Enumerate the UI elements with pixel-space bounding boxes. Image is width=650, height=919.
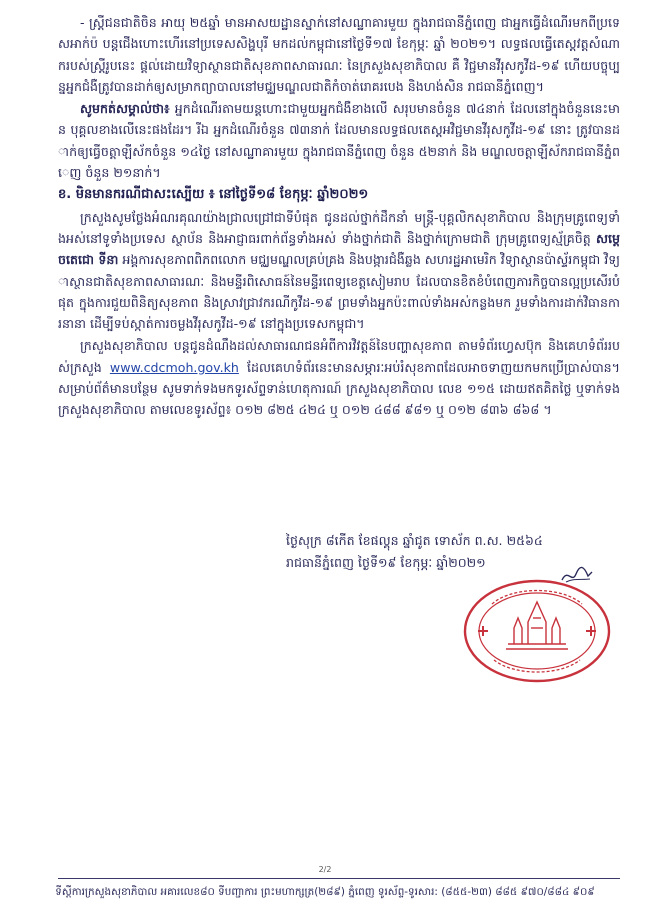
footer-divider (58, 878, 620, 879)
note-label: សូមកត់សម្គាល់ថា៖ (80, 101, 170, 117)
contact-text-b: ដែលគេហទំព័រនេះមានសម្ភារៈអប់រំសុខភាពដែលអាចទាញយកមកប្រើប្រាស់បាន។ សម្រាប់ព័ត៌មានបន្ថែម សូមទាក់ទងមកទូរស័ព្ទទាន់ហេតុការណ៍ ក្រសួងសុខាភិបាល លេខ ១១៥ ដោយឥតគិតថ្លៃ ឬទាក់ទងក្រសួងសុខាភិបាល តាមលេខទូរស័ព្ទ៖ ០១២ ៨២៥ ៤២៤ ឬ ០១២ ៤៨៨ ៩៨១ ឬ ០១២ ៨៣៦ ៨៦៨ ។ (58, 359, 620, 418)
lunar-date: ថ្ងៃសុក្រ ៨កើត ខែផល្គុន ឆ្នាំជូត ទោស័ក ព.ស. ២៥៦៤ (286, 533, 543, 548)
case-details-text: - ស្ត្រីជនជាតិចិន អាយុ ២៥ឆ្នាំ មានអាសយដ្ឋានស្នាក់នៅសណ្ឋាគារមួយ ក្នុងរាជធានីភ្នំពេញ ជាអ្នកធ្វើដំណើរមកពីប្រទេសអាក់ប៉ បន្តជើងហោះហើរនៅប្រទេសសិង្ហបុរី មកដល់កម្ពុជានៅថ្ងៃទី១៧ ខែកុម្ភៈ ឆ្នាំ ២០២១។ លទ្ធផលធ្វើតេស្តវត្តសំណាករបស់ស្ត្រីរូបនេះ ផ្តល់ដោយវិទ្យាស្ថានជាតិសុខភាពសាធារណៈ នៃក្រសួងសុខាភិបាល គឺ វិជ្ជមានវីរុសកូវីដ-១៩ ហើយបច្ចុប្បន្នអ្នកជំងឺត្រូវបានដាក់ឲ្យសម្រាកព្យាបាលនៅមជ្ឈមណ្ឌលជាតិកំចាត់រោគរបេង និងហង់សិន រាជធានីភ្នំពេញ។ (58, 15, 620, 94)
footer-address: ទីស្តីការក្រសួងសុខាភិបាល អគារលេខ៨០ ទីបញ្ជាការ ព្រះមហាក្សត្រ(២៨៩) ភ្នំពេញ ទូរស័ព្ទ-ទូរសារ: (៨៥៥-២៣) ៨៨៥ ៩៧០/៨៨៤ ៩០៩ (55, 886, 595, 898)
page-number: 2/2 (318, 865, 332, 874)
solar-date: រាជធានីភ្នំពេញ ថ្ងៃទី១៩ ខែកុម្ភៈ ឆ្នាំ២០២១ (286, 555, 486, 570)
passengers-note-text: អ្នកដំណើរតាមយន្តហោះជាមួយអ្នកជំងឺខាងលើ សរុបមានចំនួន ៧៤នាក់ ដែលនៅក្នុងចំនួននេះមាន បុគ្គលខាងលើនេះផងដែរ។ រីឯ អ្នកដំណើរចំនួន ៧៣នាក់ ដែលមានលទ្ធផលតេស្តអវិជ្ជមានវីរុសកូវីដ-១៩ នោះ ត្រូវបានដាក់ឲ្យធ្វើចត្តាឡីស័កចំនួន ១៤ថ្ងៃ នៅសណ្ឋាគារមួយ ក្នុងរាជធានីភ្នំពេញ ចំនួន ៥២នាក់ និង មណ្ឌលចត្តាឡីស័ករាជធានីភ្នំពេញ ចំនួន ២១នាក់។ (58, 101, 620, 181)
paragraph-case-details (58, 12, 620, 97)
section-heading-recoveries: ខ. មិនមានករណីជាសះស្បើយ ៖ នៅថ្ងៃទី១៨ ខែកុម្ភៈ ឆ្នាំ២០២១ (58, 187, 369, 203)
website-link[interactable]: www.cdcmoh.gov.kh (109, 359, 239, 375)
thanks-text-a: ក្រសួងសូមថ្លែងអំណរគុណយ៉ាងជ្រាលជ្រៅជាទីបំផុត ជូនដល់ថ្នាក់ដឹកនាំ មន្ត្រី-បុគ្គលិកសុខាភិបាល និងក្រុមគ្រូពេទ្យទាំងអស់នៅទូទាំងប្រទេស ស្ថាប័ន និងអាជ្ញាធរពាក់ព័ន្ធទាំងអស់ ទាំងថ្នាក់ជាតិ និងថ្នាក់ក្រោមជាតិ ក្រុមគ្រូពេទ្យស្ម័គ្រចិត្ត (58, 209, 620, 246)
thanks-text-b: អង្គការសុខភាពពិភពលោក មជ្ឈមណ្ឌលគ្រប់គ្រង និងបង្ការជំងឺឆ្លង សហរដ្ឋអាមេរិក វិទ្យាស្ថានប៉ាស្ទ័រកម្ពុជា វិទ្យាស្ថានជាតិសុខភាពសាធារណៈ និងមន្ទីរពិសោធន៍នៃមន្ទីរពេទ្យខេត្តសៀមរាប ដែលបានខិតខំបំពេញភារកិច្ចបានល្អប្រសើរបំផុត ក្នុងការជួយពិនិត្យសុខភាព និងស្រាវជ្រាវករណីកូវីដ-១៩ ព្រមទាំងអ្នកប៉ះពាល់ទាំងអស់កន្លងមក រួមទាំងការដាក់វិធានការនានា ដើម្បីទប់ស្កាត់ការចម្លងវីរុសកូវីដ-១៩ នៅក្នុងប្រទេសកម្ពុជា។ (58, 252, 621, 332)
contact-text-a: ក្រសួងសុខាភិបាល បន្តជូនដំណឹងដល់សាធារណជនអំពីការវិវត្តន៍នៃបញ្ហាសុខភាព តាមទំព័រហ្វេសប៊ុក និងគេហទំព័ររបស់ក្រសួង (58, 338, 620, 375)
paragraph-thanks (58, 207, 620, 335)
paragraph-contact-info (58, 335, 620, 420)
thanks-bold-name: សម្តេចតេជោ ទីនា (58, 230, 620, 268)
official-seal-icon (462, 578, 612, 684)
paragraph-passengers-note (58, 98, 620, 183)
body-text (58, 12, 620, 422)
